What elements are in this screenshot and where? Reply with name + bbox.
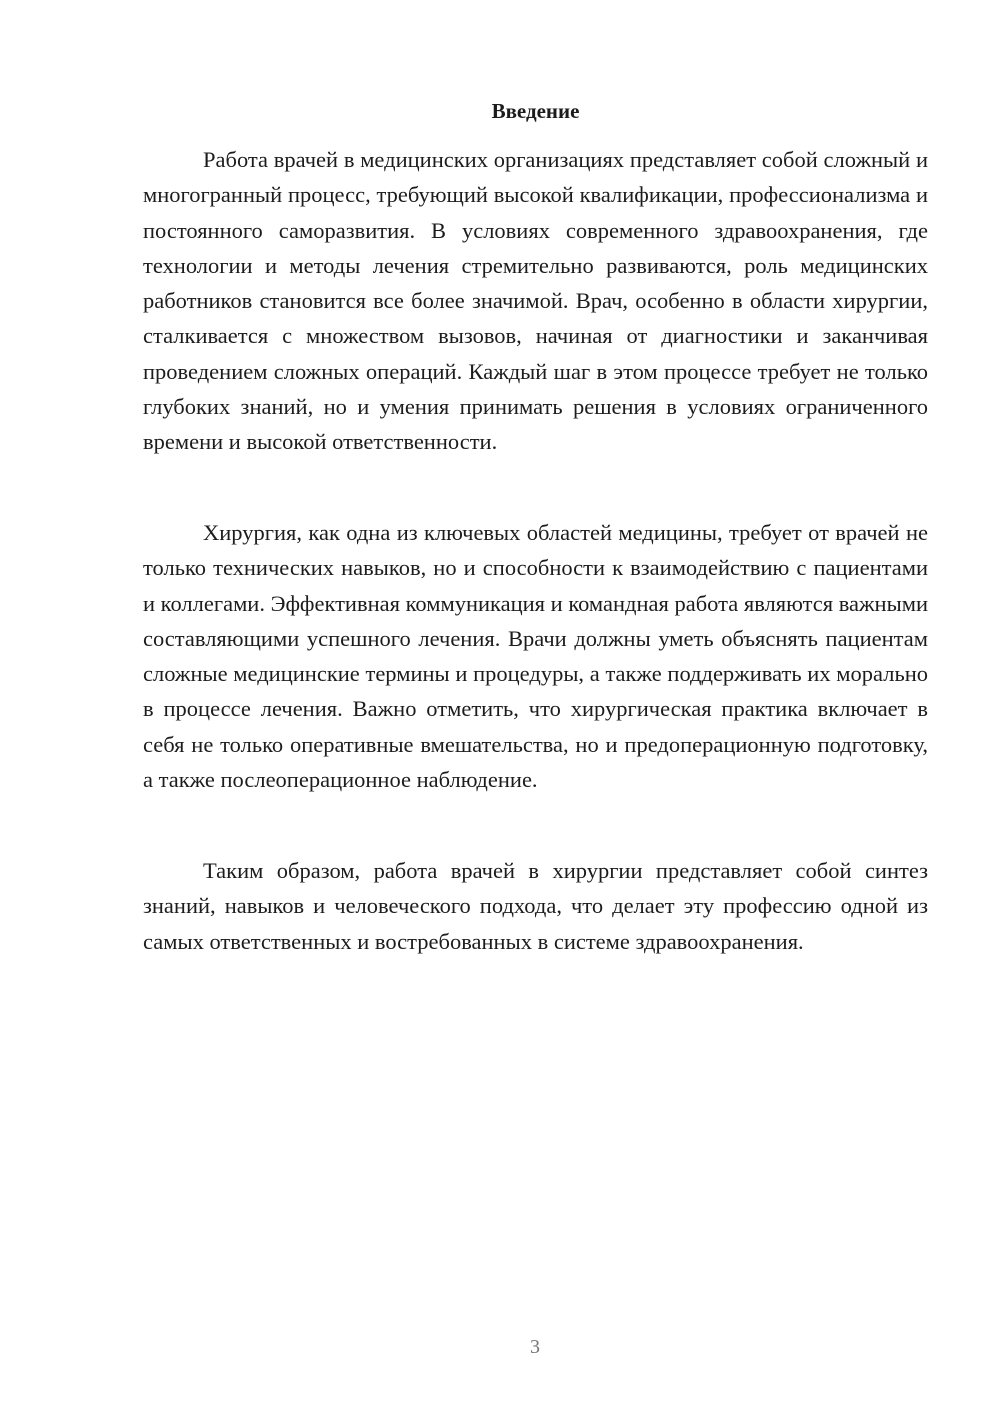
paragraph-3: Таким образом, работа врачей в хирургии представляет собой синтез знаний, навыков и человеческого подхода, что делает эту профессию одной из самых ответственных и востребованных в системе здравоохранения.	[143, 858, 928, 954]
paragraph-1: Работа врачей в медицинских организациях представляет собой сложный и многогранный процесс, требующий высокой квалификации, профессионализма и постоянного саморазвития. В условиях современного здравоохранения, где технологии и методы лечения стремительно развиваются, роль медицинских работников становится все более значимой. Врач, особенно в области хирургии, сталкивается с множеством вызовов, начиная от диагностики и заканчивая проведением сложных операций. Каждый шаг в этом процессе требует не только глубоких знаний, но и умения принимать решения в условиях ограниченного времени и высокой ответственности.	[143, 147, 928, 455]
paragraph-2: Хирургия, как одна из ключевых областей медицины, требует от врачей не только технических навыков, но и способности к взаимодействию с пациентами и коллегами. Эффективная коммуникация и командная работа являются важными составляющими успешного лечения. Врачи должны уметь объяснять пациентам сложные медицинские термины и процедуры, а также поддерживать их морально в процессе лечения. Важно отметить, что хирургическая практика включает в себя не только оперативные вмешательства, но и предоперационную подготовку, а также послеоперационное наблюдение.	[143, 520, 928, 793]
page-number: 3	[530, 1336, 540, 1358]
section-heading: Введение	[491, 99, 580, 123]
